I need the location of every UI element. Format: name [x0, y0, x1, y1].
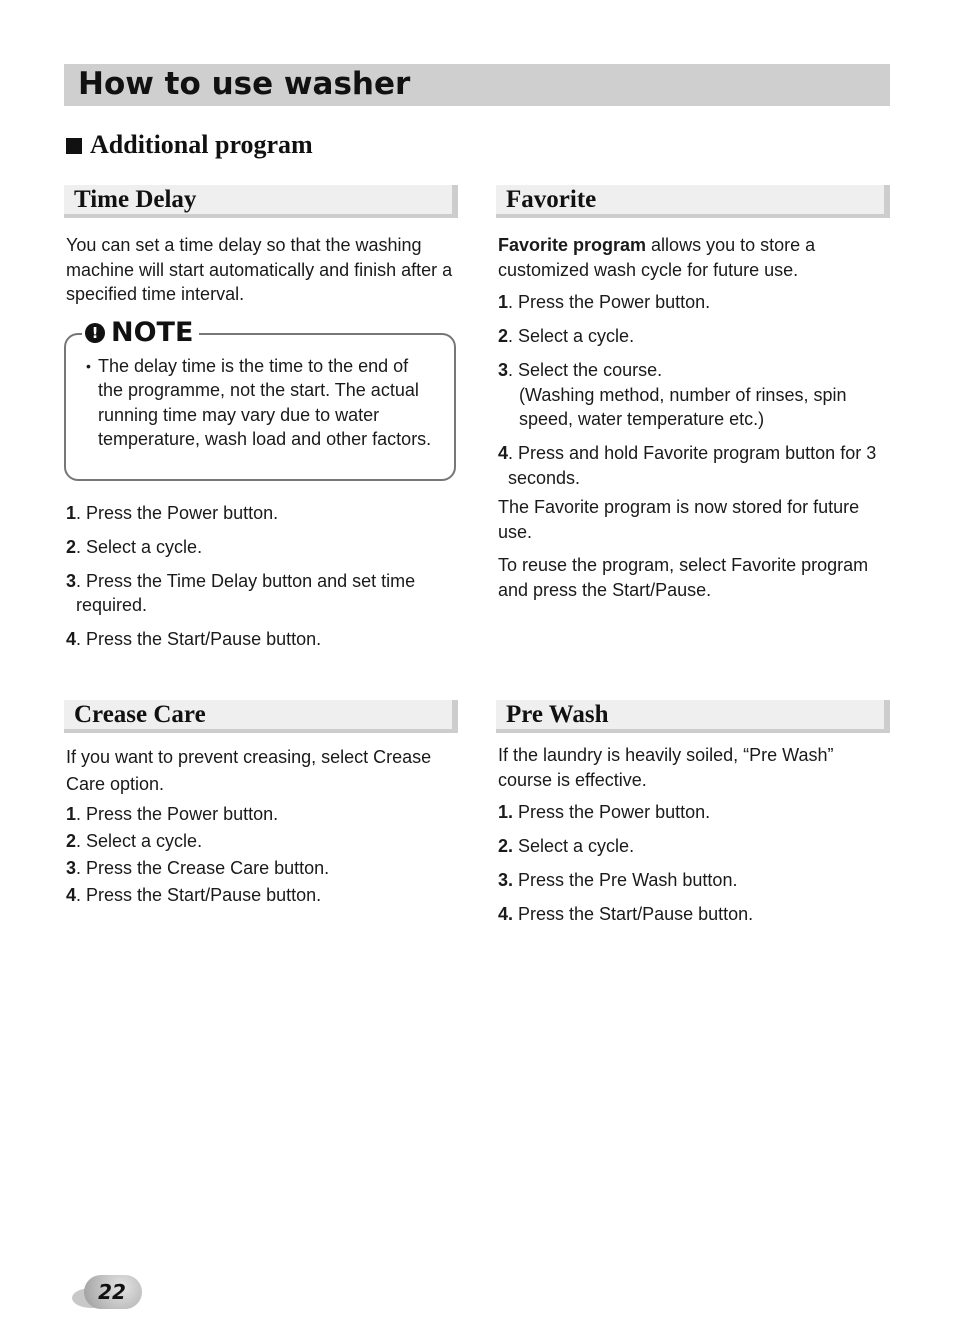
list-item: [498, 358, 890, 432]
step-text: . Select a cycle.: [508, 326, 635, 346]
list-item: [498, 834, 890, 859]
step-text: Press the Power button.: [513, 802, 711, 822]
note-label: [82, 318, 199, 348]
pre-wash-steps: [496, 800, 890, 927]
step-text: . Press the Power button.: [76, 804, 279, 824]
crease-care-section: [64, 700, 458, 910]
favorite-title: Favorite: [506, 186, 597, 213]
favorite-outro-2: To reuse the program, select Favorite program and press the Start/Pause.: [498, 555, 869, 600]
step-text: . Select a cycle.: [76, 536, 203, 557]
crease-care-intro: If you want to prevent creasing, select Crease Care option.: [66, 747, 432, 794]
step-text: . Select a cycle.: [76, 831, 203, 851]
favorite-steps: [496, 290, 890, 490]
step-text: . Press the Crease Care button.: [76, 858, 330, 878]
step-number: 3: [498, 360, 509, 380]
step-subtext: (Washing method, number of rinses, spin speed, water temperature etc.): [519, 384, 847, 429]
list-item: [66, 883, 458, 908]
crease-care-steps: [64, 802, 458, 908]
favorite-heading-box: [496, 185, 890, 218]
favorite-section: [496, 185, 890, 602]
list-item: [498, 290, 890, 315]
page-number: 22: [98, 1280, 126, 1304]
favorite-intro-rest: allows you to store a customized wash cycle for future use.: [498, 235, 816, 280]
step-number: 1.: [498, 802, 514, 822]
step-number: 2: [498, 326, 509, 346]
list-item: [66, 535, 458, 560]
step-number: 4: [498, 443, 509, 463]
note-title: NOTE: [111, 316, 194, 348]
crease-care-title: Crease Care: [74, 701, 206, 728]
page-number-badge: [72, 1272, 142, 1312]
step-number: 1: [498, 292, 509, 312]
exclamation-icon: !: [85, 323, 105, 343]
list-item: [66, 569, 458, 618]
time-delay-section: [64, 185, 458, 661]
note-box: [64, 316, 456, 481]
step-number: 2.: [498, 836, 514, 856]
step-text: . Press the Start/Pause button.: [76, 629, 322, 649]
list-item: [498, 902, 890, 927]
list-item: [498, 868, 890, 893]
step-text: Press the Start/Pause button.: [513, 904, 754, 924]
step-text: . Press the Time Delay button and set time required.: [76, 570, 416, 615]
section-heading: [66, 128, 313, 162]
list-item: [66, 627, 458, 652]
step-number: 1: [66, 804, 77, 824]
step-number: 3: [66, 570, 77, 591]
list-item: [498, 800, 890, 825]
time-delay-title: Time Delay: [74, 186, 197, 213]
crease-care-heading-box: [64, 700, 458, 733]
step-number: 1: [66, 502, 77, 523]
step-text: . Press the Power button.: [76, 502, 279, 523]
step-number: 2: [66, 536, 77, 557]
step-number: 3: [66, 858, 77, 878]
step-number: 4: [66, 885, 77, 905]
favorite-outro-1: The Favorite program is now stored for future use.: [498, 497, 860, 542]
list-item: [66, 501, 458, 526]
pre-wash-title: Pre Wash: [506, 701, 609, 728]
pre-wash-section: [496, 700, 890, 936]
step-text: . Press and hold Favorite program button for 3 seconds.: [508, 443, 877, 488]
step-number: 2: [66, 831, 77, 851]
header-bar: [64, 64, 890, 106]
step-text: Select a cycle.: [513, 836, 635, 856]
step-text: . Press the Start/Pause button.: [76, 885, 322, 905]
list-item: [498, 324, 890, 349]
step-text: Press the Pre Wash button.: [513, 870, 738, 890]
list-item: [66, 856, 458, 881]
pre-wash-heading-box: [496, 700, 890, 733]
favorite-intro-bold: Favorite program: [498, 235, 647, 255]
time-delay-heading-box: [64, 185, 458, 218]
step-number: 4: [66, 629, 77, 649]
step-number: 4.: [498, 904, 514, 924]
section-title: Additional program: [90, 130, 313, 159]
page-title: How to use washer: [78, 66, 411, 102]
note-body: The delay time is the time to the end of the programme, not the start. The actual running time may vary due to water temperature, wash load and other factors.: [98, 355, 432, 449]
list-item: [66, 802, 458, 827]
square-bullet-icon: [66, 138, 82, 154]
step-number: 3.: [498, 870, 514, 890]
step-text: . Press the Power button.: [508, 292, 711, 312]
favorite-intro: [496, 233, 890, 282]
step-text: . Select the course.: [508, 360, 663, 380]
list-item: [66, 829, 458, 854]
time-delay-steps: [64, 501, 458, 652]
note-text: [86, 354, 436, 452]
pre-wash-intro: If the laundry is heavily soiled, “Pre Wash” course is effective.: [498, 745, 834, 790]
list-item: [498, 441, 890, 490]
note-bullet: •: [86, 357, 91, 374]
time-delay-intro: You can set a time delay so that the washing machine will start automatically and finish after a specified time interval.: [66, 235, 453, 304]
